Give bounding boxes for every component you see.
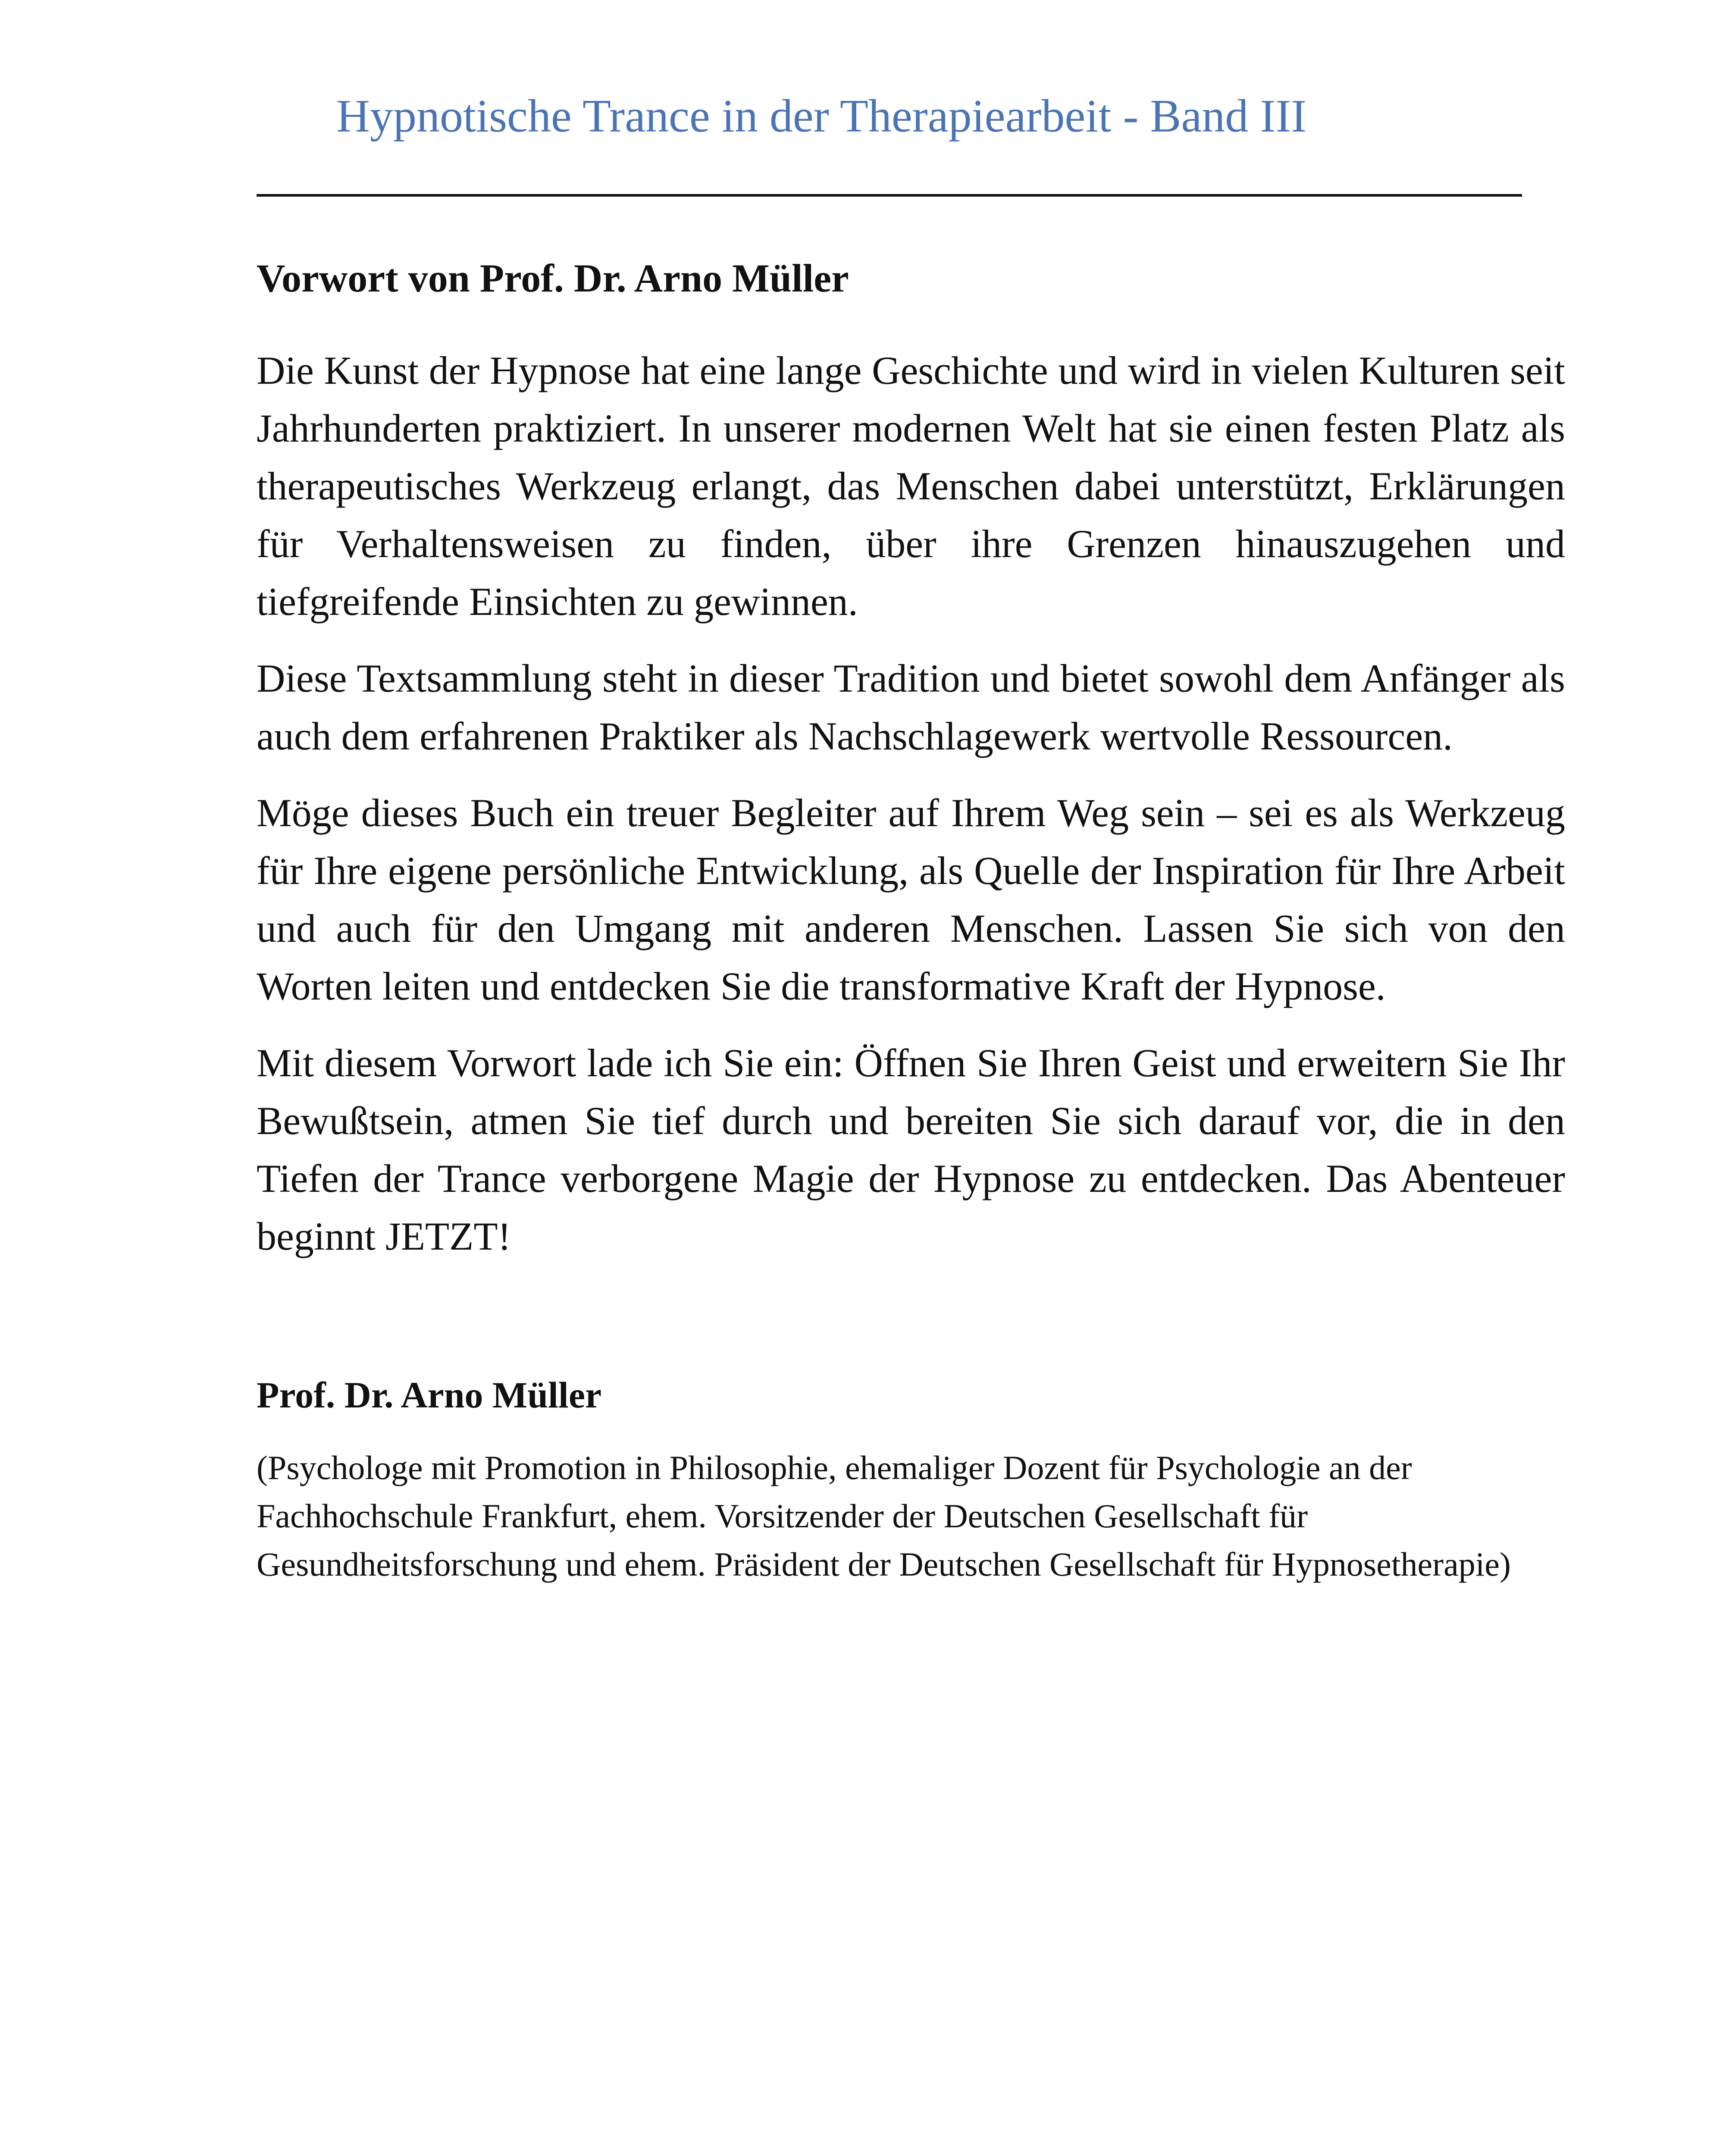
page-content xyxy=(257,254,1565,1589)
running-header: Hypnotische Trance in der Therapiearbeit - Band III xyxy=(336,91,1307,142)
paragraph: Die Kunst der Hypnose hat eine lange Geschichte und wird in vielen Kulturen seit Jahrhunderten praktiziert. In unserer modernen Welt hat sie einen festen Platz als therapeutisches Werkzeug erlangt, das Menschen dabei unterstützt, Erklärungen für Verhaltensweisen zu finden, über ihre Grenzen hinauszugehen und tiefgreifende Einsichten zu gewinnen. xyxy=(257,348,1565,624)
signature-name: Prof. Dr. Arno Müller xyxy=(257,1374,602,1416)
paragraph: Diese Textsammlung steht in dieser Tradition und bietet sowohl dem Anfänger als auch dem erfahrenen Praktiker als Nachschlagewerk wertvolle Ressourcen. xyxy=(257,656,1565,758)
signature-description: (Psychologe mit Promotion in Philosophie, ehemaliger Dozent für Psychologie an der Fachhochschule Frankfurt, ehem. Vorsitzender der Deutschen Gesellschaft für Gesundheitsforschung und ehem. Präsident der Deutschen Gesellschaft für Hypnosetherapie) xyxy=(257,1448,1511,1583)
header-rule xyxy=(257,194,1522,197)
paragraph: Mit diesem Vorwort lade ich Sie ein: Öffnen Sie Ihren Geist und erweitern Sie Ihr Bewußtsein, atmen Sie tief durch und bereiten Sie sich darauf vor, die in den Tiefen der Trance verborgene Magie der Hypnose zu entdecken. Das Abenteuer beginnt JETZT! xyxy=(257,1041,1565,1259)
section-title: Vorwort von Prof. Dr. Arno Müller xyxy=(257,256,849,300)
paragraph: Möge dieses Buch ein treuer Begleiter auf Ihrem Weg sein – sei es als Werkzeug für Ihre eigene persönliche Entwicklung, als Quelle der Inspiration für Ihre Arbeit und auch für den Umgang mit anderen Menschen. Lassen Sie sich von den Worten leiten und entdecken Sie die transformative Kraft der Hypnose. xyxy=(257,791,1565,1009)
